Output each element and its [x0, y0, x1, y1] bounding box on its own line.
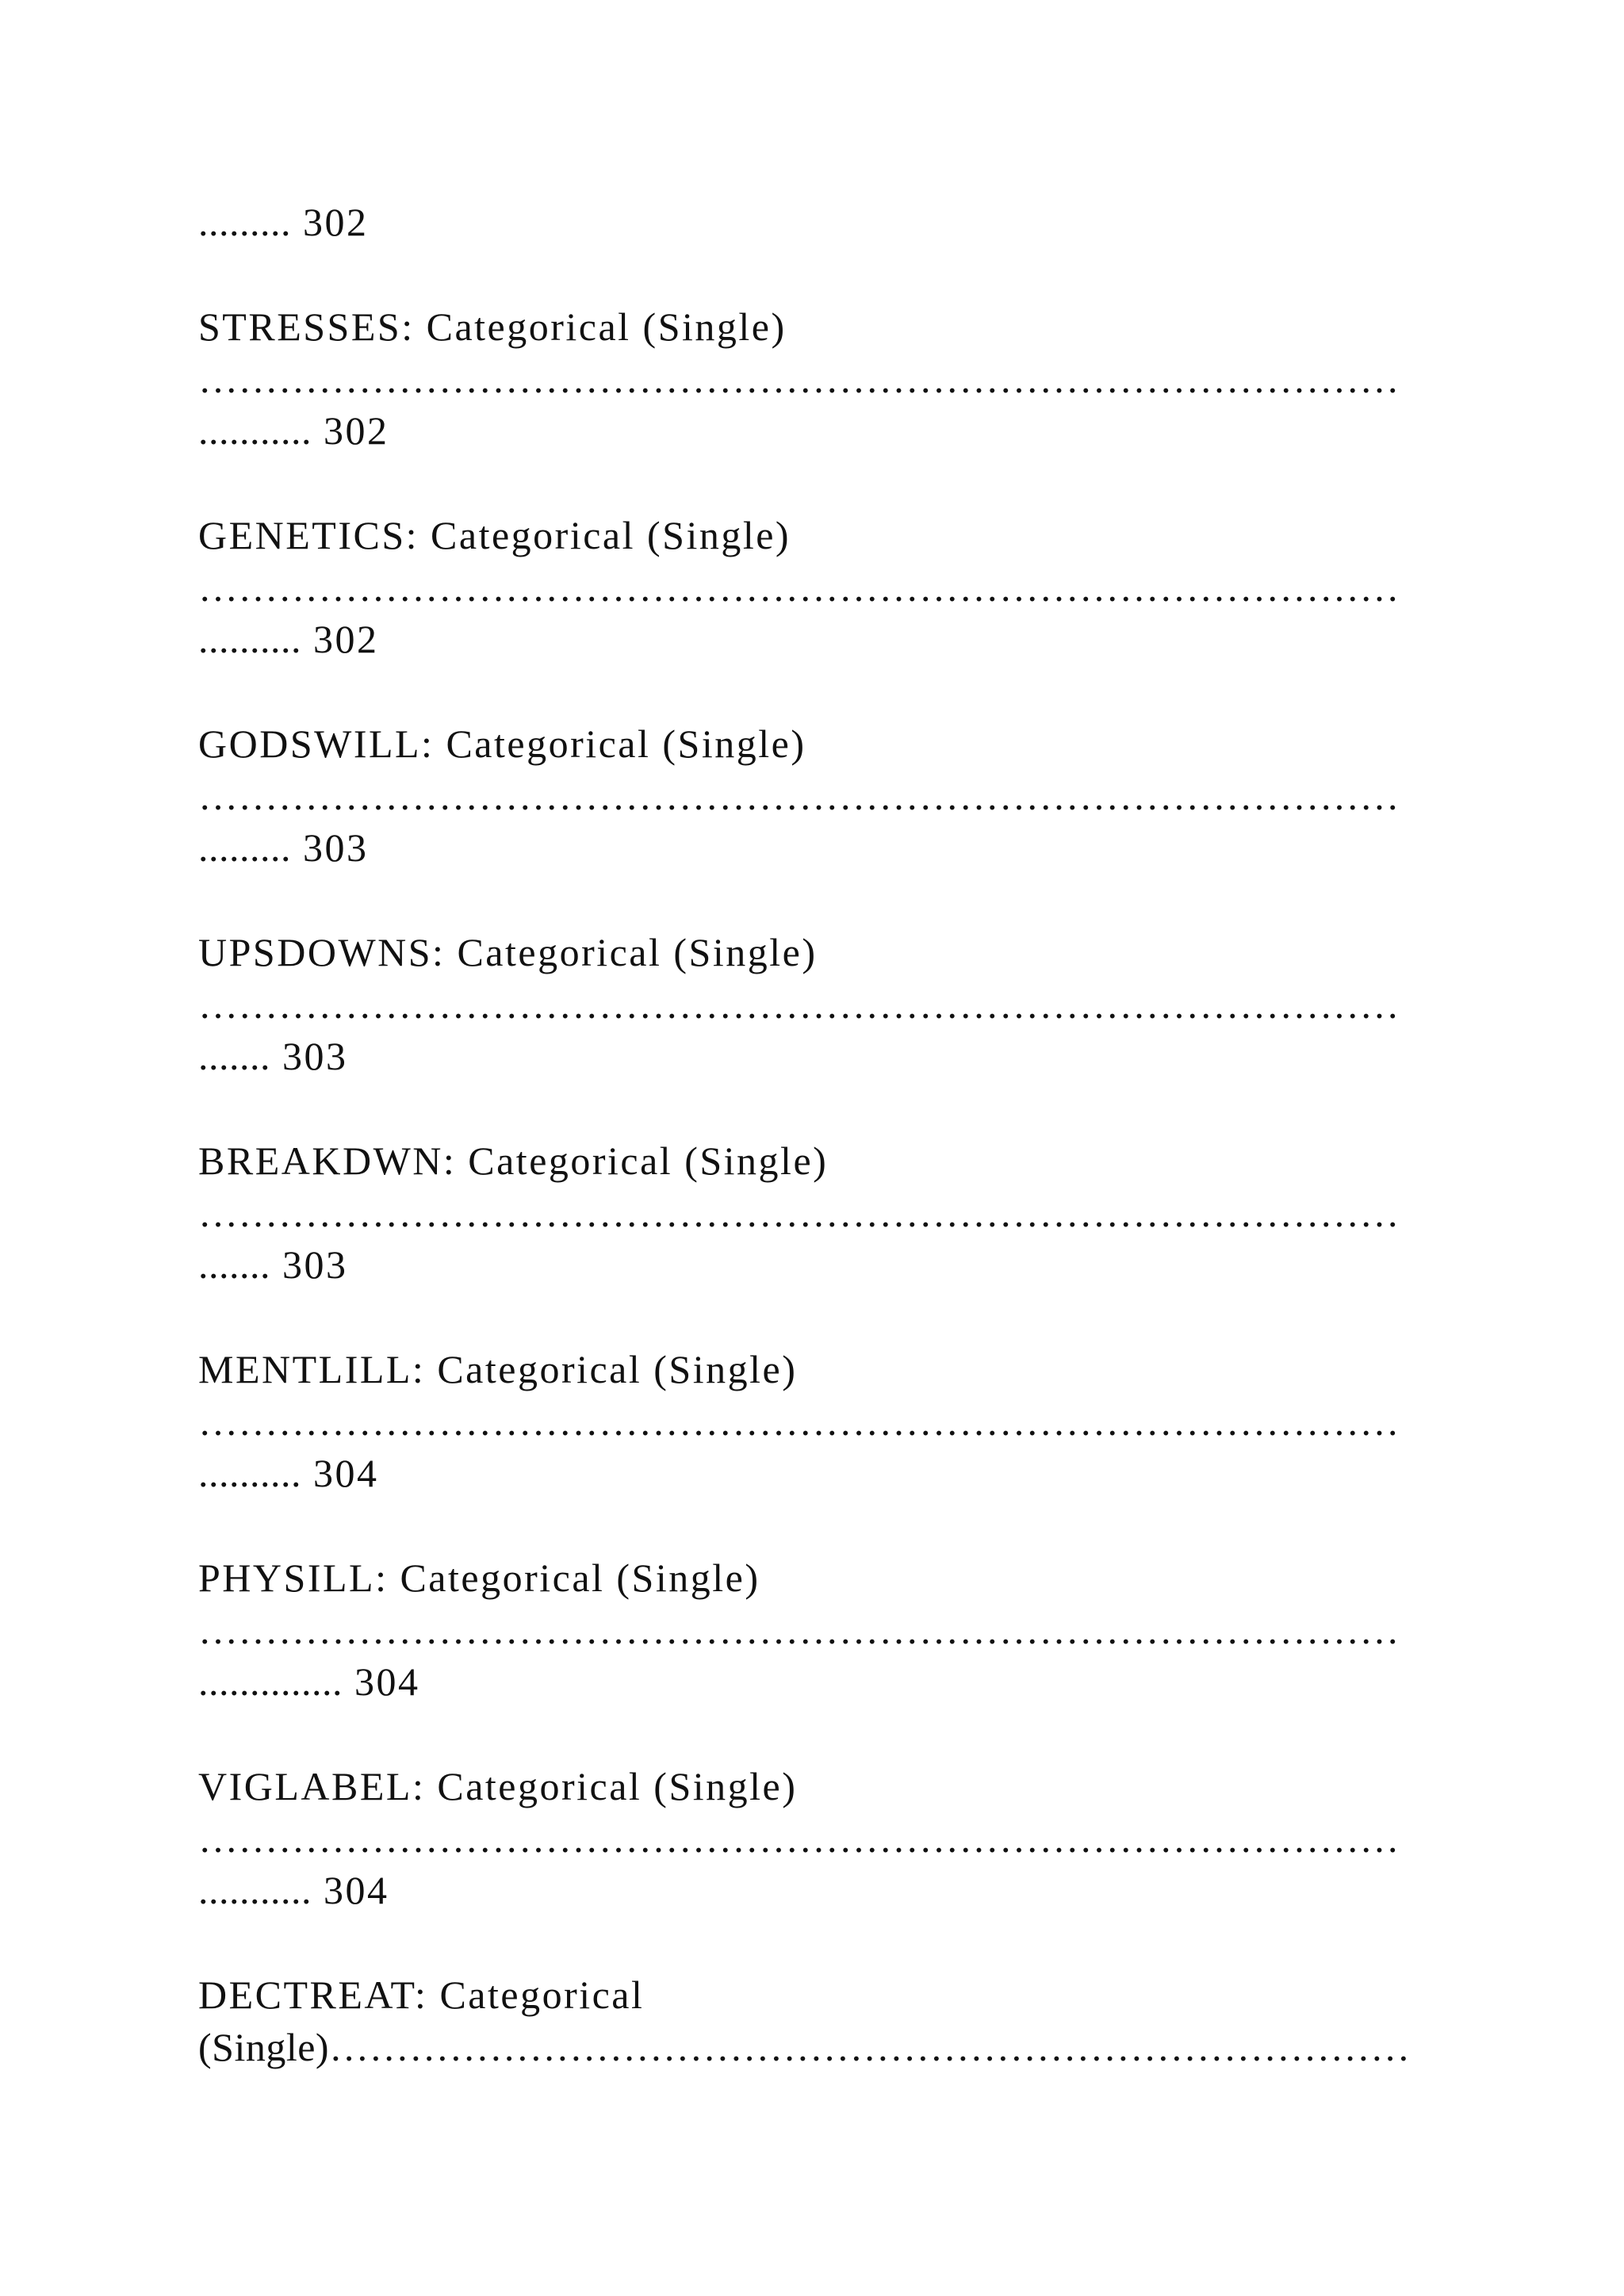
toc-page-ref [198, 1449, 379, 1497]
dot-leader: ……………………………………………………………………………… [198, 1608, 1400, 1652]
dot-leader: ……………………………………………………………………………… [198, 774, 1400, 818]
dot-leader: ……………………………………………………………………………… [198, 357, 1400, 401]
toc-page-ref [198, 615, 379, 663]
toc-entry-continuation: (Single)……………………………………………………………………… [198, 2025, 1411, 2069]
page-number: 303 [303, 825, 369, 870]
toc-entry-heading: MENTLILL: Categorical (Single) [198, 1347, 798, 1391]
toc-page-ref [198, 198, 369, 246]
page-number: 304 [354, 1659, 420, 1704]
toc-entry-heading: STRESSES: Categorical (Single) [198, 304, 787, 349]
dot-leader: ......... [198, 200, 291, 244]
toc-entry-heading: GENETICS: Categorical (Single) [198, 513, 791, 557]
dot-leader: ....... [198, 1034, 270, 1078]
dot-leader: ........... [198, 1868, 312, 1912]
toc-page-ref [198, 407, 389, 454]
dot-leader: ........... [198, 408, 312, 453]
toc-page-ref [198, 1032, 348, 1080]
page-number: 302 [313, 617, 379, 661]
dot-leader: ......... [198, 825, 291, 870]
toc-page-ref [198, 1658, 420, 1705]
dot-leader: .......... [198, 1451, 301, 1495]
toc-page-ref [198, 1241, 348, 1288]
dot-leader: .......... [198, 617, 301, 661]
toc-page-ref [198, 824, 369, 871]
dot-leader: ……………………………………………………………………………… [198, 1191, 1400, 1235]
dot-leader: ....... [198, 1242, 270, 1287]
page-number: 302 [303, 200, 369, 244]
toc-entry-heading: VIGLABEL: Categorical (Single) [198, 1764, 798, 1808]
toc-entry-heading: PHYSILL: Categorical (Single) [198, 1556, 760, 1600]
page-number: 302 [324, 408, 389, 453]
toc-entry-heading: GODSWILL: Categorical (Single) [198, 721, 806, 766]
page-number: 303 [282, 1034, 348, 1078]
page-number: 304 [324, 1868, 389, 1912]
toc-entry-heading: UPSDOWNS: Categorical (Single) [198, 930, 818, 974]
dot-leader: ……………………………………………………………………………… [198, 1816, 1400, 1861]
page-number: 303 [282, 1242, 348, 1287]
page-number: 304 [313, 1451, 379, 1495]
dot-leader: ……………………………………………………………………………… [198, 565, 1400, 610]
toc-entry-heading: BREAKDWN: Categorical (Single) [198, 1138, 829, 1183]
dot-leader: .............. [198, 1659, 343, 1704]
toc-page-ref [198, 1866, 389, 1914]
dot-leader: ……………………………………………………………………………… [198, 982, 1400, 1027]
toc-entry-heading: DECTREAT: Categorical [198, 1973, 645, 2017]
dot-leader: ……………………………………………………………………………… [198, 1399, 1400, 1444]
